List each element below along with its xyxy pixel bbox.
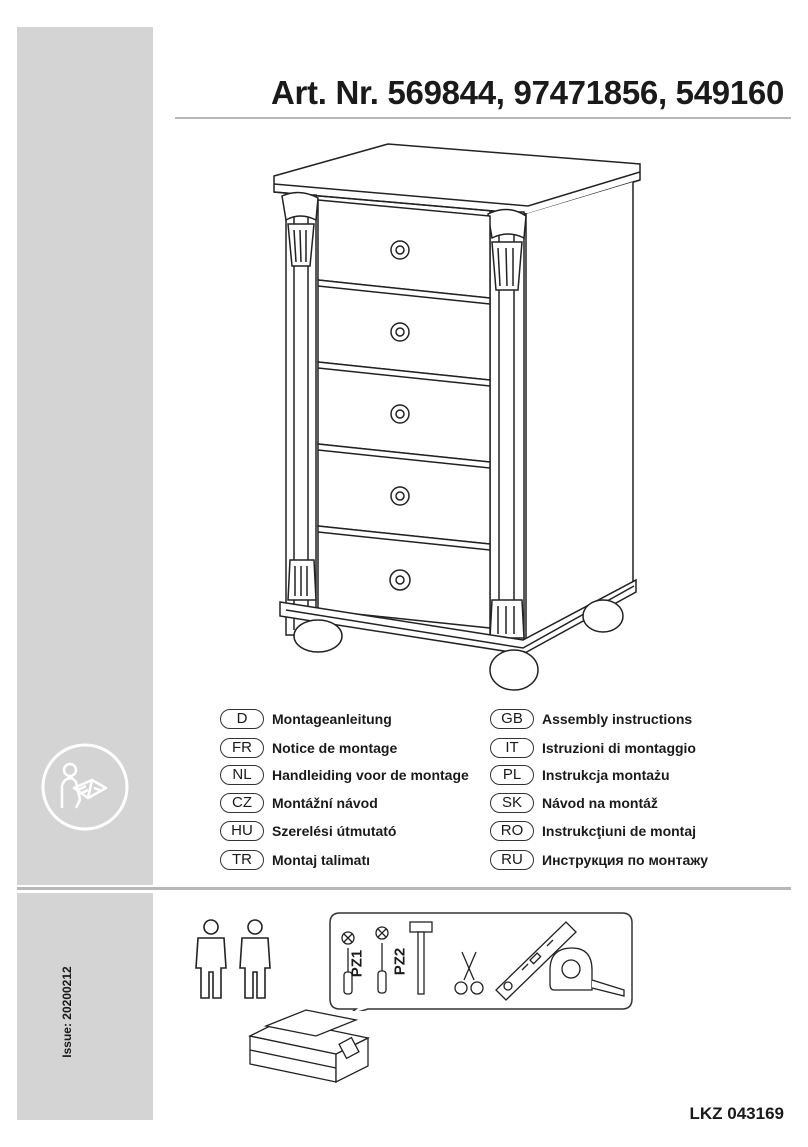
- language-code: FR: [220, 738, 264, 758]
- language-label: Szerelési útmutató: [272, 823, 397, 839]
- language-code: SK: [490, 793, 534, 813]
- language-code: RU: [490, 850, 534, 870]
- language-row-it: [490, 737, 696, 759]
- language-code: RO: [490, 821, 534, 841]
- language-label: Notice de montage: [272, 740, 398, 756]
- scissors-icon: [452, 950, 486, 998]
- language-row-hu: [220, 820, 396, 842]
- person-icon: [236, 918, 274, 1000]
- language-label: Montageanleitung: [272, 711, 392, 727]
- language-label: Instrukcţiuni de montaj: [542, 823, 697, 839]
- language-label: Assembly instructions: [542, 711, 693, 727]
- language-row-pl: [490, 764, 670, 786]
- language-label: Handleiding voor de montage: [272, 767, 469, 783]
- language-label: Istruzioni di montaggio: [542, 740, 696, 756]
- language-row-ro: [490, 820, 696, 842]
- language-row-gb: [490, 708, 692, 730]
- language-code: PL: [490, 765, 534, 785]
- language-code: IT: [490, 738, 534, 758]
- issue-date: Issue: 20200212: [60, 966, 74, 1058]
- chest-of-drawers-illustration: [268, 140, 648, 700]
- language-label: Instrukcja montażu: [542, 767, 670, 783]
- language-row-fr: [220, 737, 397, 759]
- toolbox-icon: [246, 1006, 386, 1086]
- screwdriver-pz2-label: PZ2: [391, 947, 409, 976]
- reading-manual-icon: [40, 742, 130, 832]
- language-label: Инструкция по монтажу: [542, 852, 709, 868]
- language-code: HU: [220, 821, 264, 841]
- language-row-sk: [490, 792, 658, 814]
- language-label: Montaj talimatı: [272, 852, 371, 868]
- language-label: Návod na montáž: [542, 795, 658, 811]
- language-code: CZ: [220, 793, 264, 813]
- person-icon: [192, 918, 230, 1000]
- language-code: D: [220, 709, 264, 729]
- language-row-ru: [490, 849, 708, 871]
- section-divider: [17, 887, 791, 890]
- page-title: Art. Nr. 569844, 97471856, 549160: [270, 74, 784, 111]
- language-code: GB: [490, 709, 534, 729]
- screwdriver-pz1-label: PZ1: [348, 949, 366, 978]
- language-code: TR: [220, 850, 264, 870]
- title-divider: [175, 117, 791, 119]
- language-row-d: [220, 708, 392, 730]
- side-bar-bottom: [17, 893, 153, 1120]
- language-row-tr: [220, 849, 370, 871]
- document-code: LKZ 043169: [689, 1104, 784, 1123]
- language-row-nl: [220, 764, 469, 786]
- language-row-cz: [220, 792, 378, 814]
- hammer-icon: [406, 920, 436, 996]
- language-label: Montážní návod: [272, 795, 378, 811]
- tape-measure-icon: [544, 940, 630, 1002]
- language-code: NL: [220, 765, 264, 785]
